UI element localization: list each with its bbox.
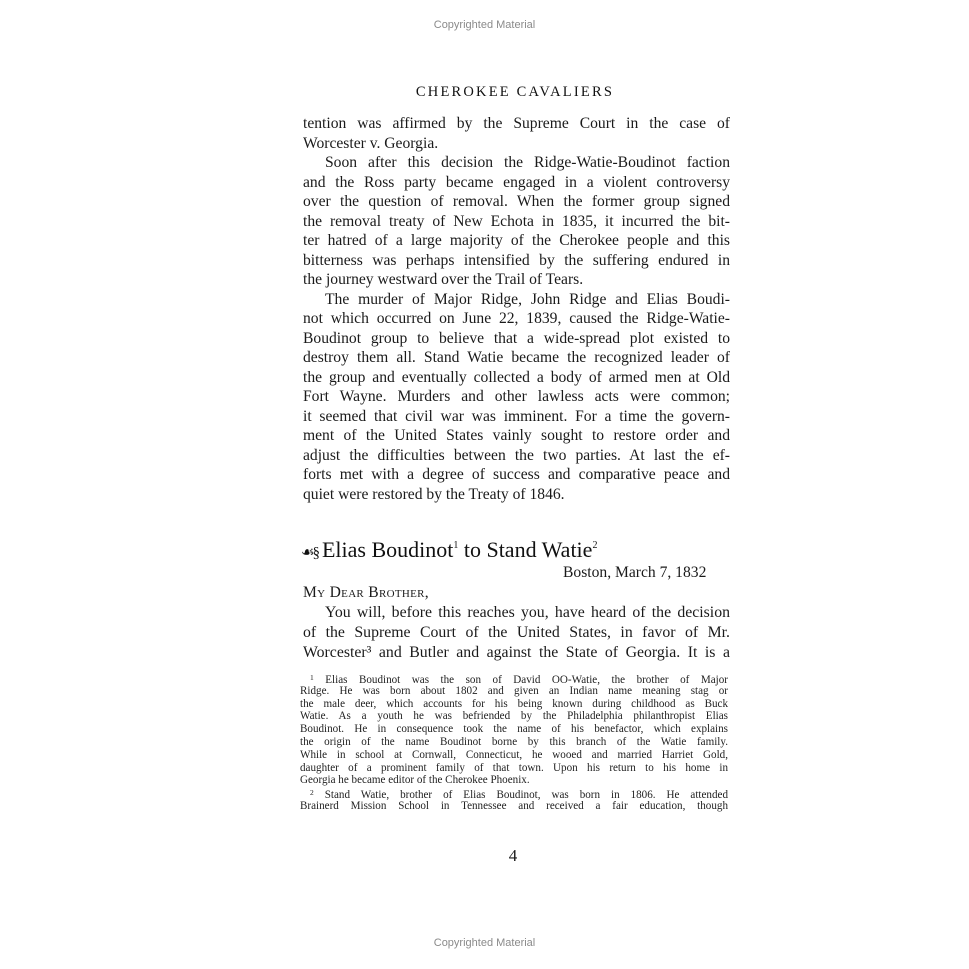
text-line-text: bitterness was perhaps intensified by the suffering endured in xyxy=(303,251,730,269)
footnote-ref-2: 2 xyxy=(592,540,598,551)
footnote-line-text: While in school at Cornwall, Connecticut, he wooed and married Harriet Gold, xyxy=(300,748,728,761)
text-line xyxy=(303,446,730,466)
footnote-line-text: Watie. As a youth he was befriended by the Philadelphia philanthropist Elias xyxy=(300,710,728,723)
text-line xyxy=(303,426,730,446)
text-line xyxy=(303,387,730,407)
text-line-text: the journey westward over the Trail of Tears. xyxy=(303,271,584,288)
text-line-text: Worcester v. Georgia. xyxy=(303,134,439,152)
letter-recipient: to Stand Watie xyxy=(458,537,593,562)
footnote-ref-1: 1 xyxy=(453,540,459,551)
text-line xyxy=(303,407,730,427)
text-line-text: the removal treaty of New Echota in 1835, it incurred the bit- xyxy=(303,212,730,230)
text-line xyxy=(303,329,730,349)
text-line xyxy=(303,153,730,173)
fleuron-ornament-icon: ☙§ xyxy=(301,545,318,561)
footnote-line xyxy=(300,698,728,711)
text-line-text: ment of the United States vainly sought to restore order and xyxy=(303,427,730,444)
text-line-text: Soon after this decision the Ridge-Watie-Boudinot faction xyxy=(325,154,730,171)
letter-dateline: Boston, March 7, 1832 xyxy=(563,564,707,581)
footnote-line xyxy=(300,749,728,762)
text-line-text: adjust the difficulties between the two parties. At last the ef- xyxy=(303,446,730,464)
letter-line-text: of the Supreme Court of the United States, in favor of Mr. xyxy=(303,623,730,641)
text-line-text: ter hatred of a large majority of the Cherokee people and this xyxy=(303,232,730,249)
text-line-text: tention was affirmed by the Supreme Court in the case of xyxy=(303,115,730,132)
footnote-line-text: Georgia he became editor of the Cherokee Phoenix. xyxy=(300,774,530,787)
footnote-line xyxy=(300,672,728,685)
letter-body xyxy=(303,603,730,662)
footnote-line-text: Boudinot. He in consequence took the name of his benefactor, which explains xyxy=(300,723,728,736)
text-line xyxy=(303,290,730,310)
text-line-text: and the Ross party became engaged in a violent controversy xyxy=(303,173,730,191)
footnote-line-text: Ridge. He was born about 1802 and given an Indian name meaning stag or xyxy=(300,684,728,697)
text-line xyxy=(303,485,730,505)
footnote-line xyxy=(300,762,728,775)
footnote-line-text: daughter of a prominent family of that town. Upon his return to his home in xyxy=(300,761,728,774)
footnotes xyxy=(300,672,728,813)
letter-line-text: Worcester³ and Butler and against the State of Georgia. It is a xyxy=(303,643,730,661)
text-line xyxy=(303,231,730,251)
footnote-line xyxy=(300,800,728,813)
text-line-text: forts met with a degree of success and comparative peace and xyxy=(303,466,730,483)
page-number: 4 xyxy=(508,846,518,865)
letter-salutation: My Dear Brother, xyxy=(303,584,429,601)
copyright-watermark-bottom: Copyrighted Material xyxy=(433,937,536,949)
footnote-line-text: the origin of the name Boudinot borne by this branch of the Watie family. xyxy=(300,735,728,748)
footnote-line xyxy=(300,685,728,698)
letter-line xyxy=(303,643,730,663)
running-head: CHEROKEE CAVALIERS xyxy=(415,84,615,100)
letter-author: Elias Boudinot xyxy=(321,537,454,562)
text-line xyxy=(303,465,730,485)
footnote-line xyxy=(300,774,728,787)
text-line-text: over the question of removal. When the former group signed xyxy=(303,193,730,210)
text-line xyxy=(303,192,730,212)
intro-text xyxy=(303,114,730,504)
footnote-line-text: Elias Boudinot was the son of David OO-Watie, the brother of Major xyxy=(325,674,728,686)
letter-line xyxy=(303,603,730,623)
text-line-text: quiet were restored by the Treaty of 1846. xyxy=(303,485,565,503)
text-line-text: Boudinot group to believe that a wide-spread plot existed to xyxy=(303,329,730,347)
footnote-marker: 1 xyxy=(310,673,314,682)
footnote-marker: 2 xyxy=(310,788,314,798)
letter-line xyxy=(303,623,730,643)
text-line xyxy=(303,212,730,232)
letter-line-text: You will, before this reaches you, have heard of the decision xyxy=(325,604,730,621)
text-line xyxy=(303,309,730,329)
text-line xyxy=(303,134,730,154)
text-line xyxy=(303,173,730,193)
text-line xyxy=(303,368,730,388)
footnote-line xyxy=(300,723,728,736)
footnote-line xyxy=(300,736,728,749)
footnote-line-text: Stand Watie, brother of Elias Boudinot, was born in 1806. He attended xyxy=(324,789,728,802)
text-line-text: the group and eventually collected a body of armed men at Old xyxy=(303,368,730,386)
footnote-line-text: the male deer, which accounts for his being known during childhood as Buck xyxy=(300,697,728,710)
text-line xyxy=(303,270,730,290)
text-line-text: destroy them all. Stand Watie became the recognized leader of xyxy=(303,349,730,366)
footnote-line xyxy=(300,710,728,723)
footnote-line-text: Brainerd Mission School in Tennessee and received a fair education, though xyxy=(300,799,728,812)
copyright-watermark-top: Copyrighted Material xyxy=(433,19,536,31)
footnote-line xyxy=(300,787,728,800)
text-line xyxy=(303,114,730,134)
text-line-text: The murder of Major Ridge, John Ridge and Elias Boudi- xyxy=(325,290,730,308)
text-line-text: not which occurred on June 22, 1839, caused the Ridge-Watie- xyxy=(303,310,730,327)
text-line-text: Fort Wayne. Murders and other lawless acts were common; xyxy=(303,388,730,405)
letter-heading xyxy=(301,532,741,567)
text-line-text: it seemed that civil war was imminent. For a time the govern- xyxy=(303,407,730,425)
text-line xyxy=(303,251,730,271)
text-line xyxy=(303,348,730,368)
